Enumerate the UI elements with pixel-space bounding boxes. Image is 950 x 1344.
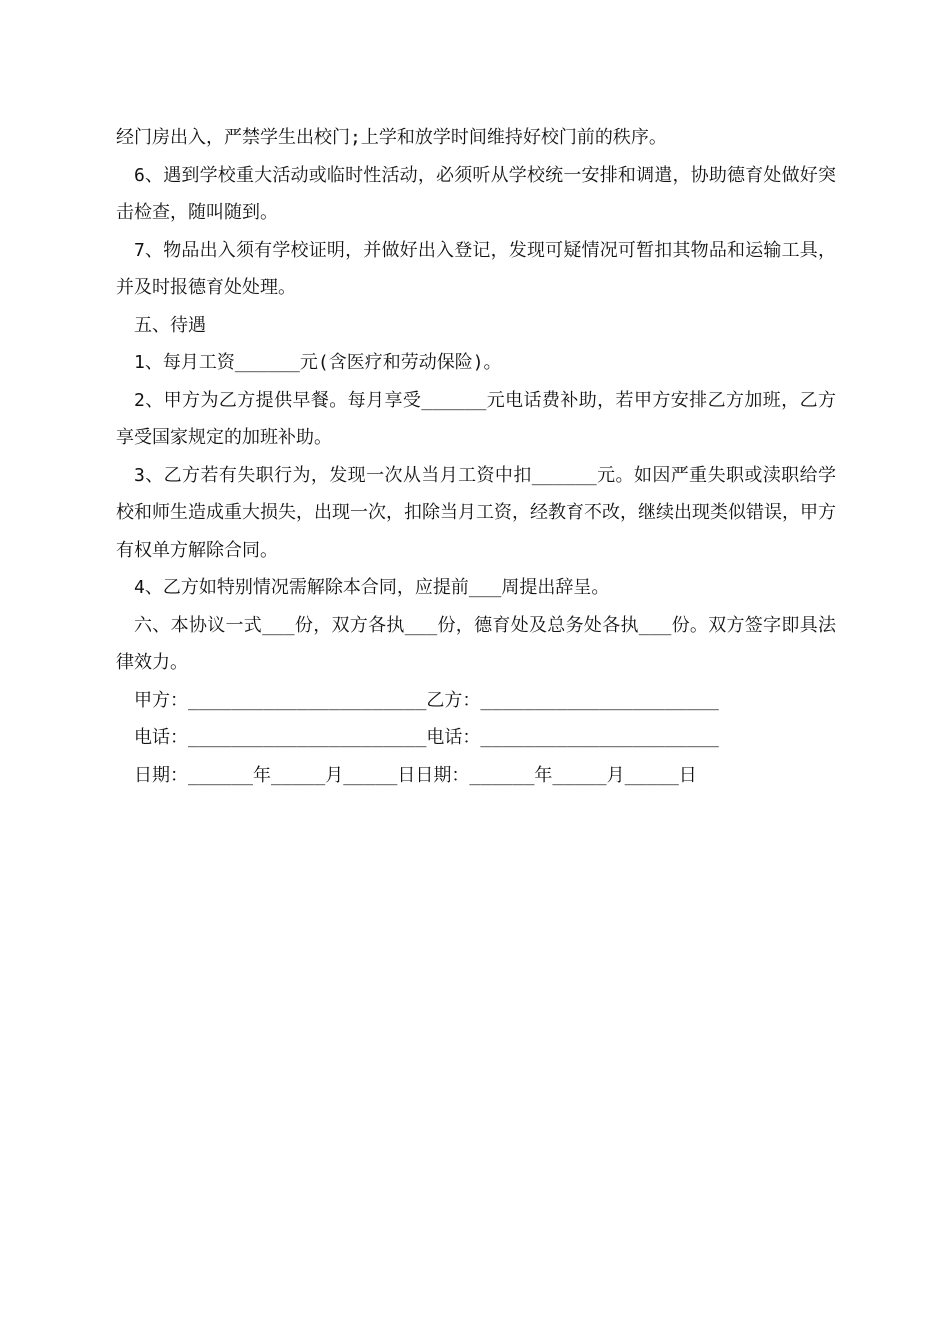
paragraph-dereliction: 3、乙方若有失职行为，发现一次从当月工资中扣______元。如因严重失职或渎职给学校和师生造成重大损失，出现一次，扣除当月工资，经教育不改，继续出现类似错误，甲方有权单方解除合同。: [116, 464, 836, 561]
paragraph-salary: 1、每月工资______元(含医疗和劳动保险)。: [134, 352, 502, 373]
signature-phone-line: 电话：______________________电话：______________________: [134, 727, 719, 748]
section-heading-treatment: 五、待遇: [134, 314, 206, 336]
paragraph-item-7-goods: 7、物品出入须有学校证明，并做好出入登记，发现可疑情况可暂扣其物品和运输工具，并及时报德育处处理。: [116, 239, 836, 298]
signature-date-line: 日期：______年_____月_____日日期：______年_____月_____日: [134, 764, 697, 786]
signature-party-line: 甲方：______________________乙方：______________________: [134, 689, 719, 711]
paragraph-breakfast-subsidy: 2、甲方为乙方提供早餐。每月享受______元电话费补助，若甲方安排乙方加班，乙方享受国家规定的加班补助。: [116, 389, 836, 448]
paragraph-gate-order: 经门房出入，严禁学生出校门;上学和放学时间维持好校门前的秩序。: [116, 127, 667, 148]
paragraph-termination: 4、乙方如特别情况需解除本合同，应提前___周提出辞呈。: [134, 577, 610, 598]
document-body: [116, 119, 836, 794]
paragraph-copies: 六、本协议一式___份，双方各执___份，德育处及总务处各执___份。双方签字即具法律效力。: [116, 614, 836, 673]
paragraph-item-6-activities: 6、遇到学校重大活动或临时性活动，必须听从学校统一安排和调遣，协助德育处做好突击检查，随叫随到。: [116, 164, 836, 223]
